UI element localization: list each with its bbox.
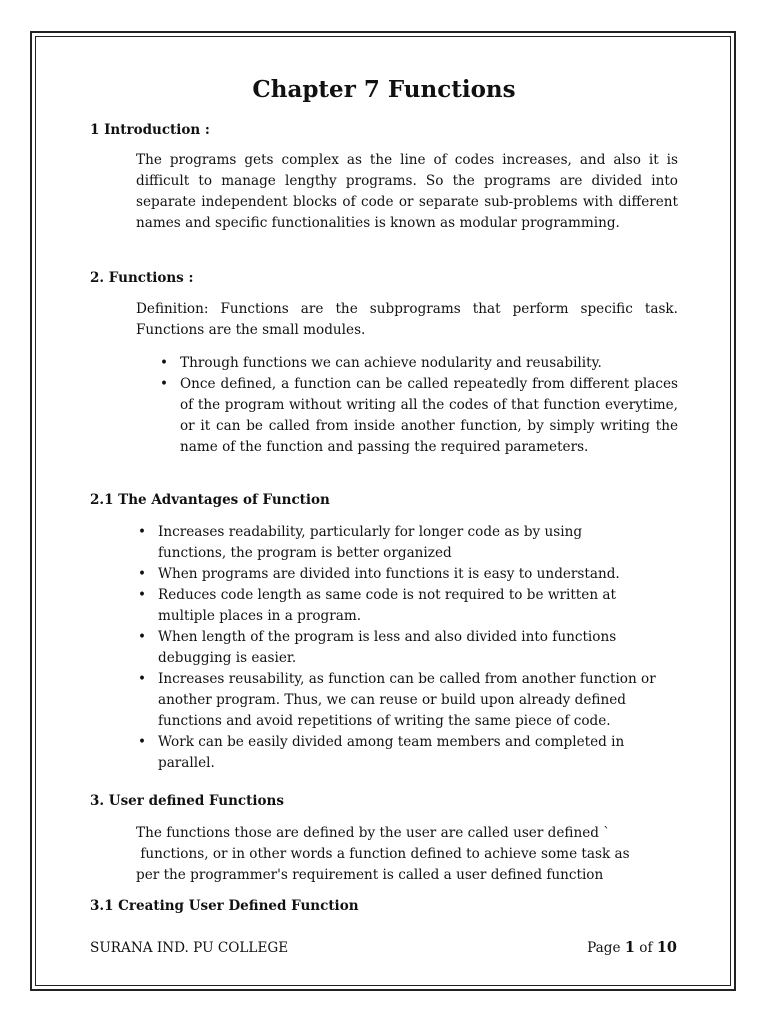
list-item: • Reduces code length as same code is not required to be written at multiple places in a program. bbox=[136, 585, 658, 627]
list-item: • Through functions we can achieve nodularity and reusability. bbox=[158, 353, 678, 374]
paragraph-line: per the programmer's requirement is called a user defined function bbox=[136, 867, 604, 883]
page-of: of bbox=[639, 940, 653, 956]
heading-functions: 2. Functions : bbox=[90, 270, 194, 286]
page-label: Page bbox=[587, 940, 621, 956]
functions-definition: Definition: Functions are the subprograms that perform specific task. Functions are the small modules. bbox=[136, 301, 678, 338]
advantages-bullet-list bbox=[136, 522, 678, 774]
introduction-paragraph: The programs gets complex as the line of codes increases, and also it is difficult to manage lengthy programs. So the programs are divided into separate independent blocks of code or separate sub-problems with different names and specific functionalities is known as modular programming. bbox=[136, 152, 678, 231]
heading-user-defined-functions: 3. User defined Functions bbox=[90, 793, 284, 809]
list-item: • Once defined, a function can be called repeatedly from different places of the program without writing all the codes of that function everytime, or it can be called from inside another function, by simply writing the name of the function and passing the required parameters. bbox=[158, 374, 678, 458]
list-item: • When length of the program is less and also divided into functions debugging is easier. bbox=[136, 627, 658, 669]
paragraph-line: The functions those are defined by the user are called user defined ` bbox=[136, 825, 611, 841]
footer-page-number bbox=[587, 939, 677, 956]
page-current: 1 bbox=[624, 939, 635, 956]
list-item: • Work can be easily divided among team members and completed in parallel. bbox=[136, 732, 668, 774]
paragraph-line: functions, or in other words a function defined to achieve some task as bbox=[136, 846, 630, 862]
chapter-title: Chapter 7 Functions bbox=[252, 76, 516, 103]
list-item: • Increases readability, particularly for longer code as by using functions, the program is better organized bbox=[136, 522, 648, 564]
heading-creating-user-defined-function: 3.1 Creating User Defined Function bbox=[90, 898, 359, 914]
list-item: • When programs are divided into functions it is easy to understand. bbox=[136, 564, 678, 585]
heading-advantages: 2.1 The Advantages of Function bbox=[90, 492, 330, 508]
functions-bullet-list bbox=[158, 353, 678, 458]
footer-college-name: SURANA IND. PU COLLEGE bbox=[90, 940, 289, 956]
list-item: • Increases reusability, as function can be called from another function or another program. Thus, we can reuse or build upon already defined functions and avoid repetitions of writing the same piece of code. bbox=[136, 669, 678, 732]
page-total: 10 bbox=[656, 939, 677, 956]
user-defined-paragraph bbox=[136, 823, 696, 886]
heading-introduction: 1 Introduction : bbox=[90, 122, 210, 138]
